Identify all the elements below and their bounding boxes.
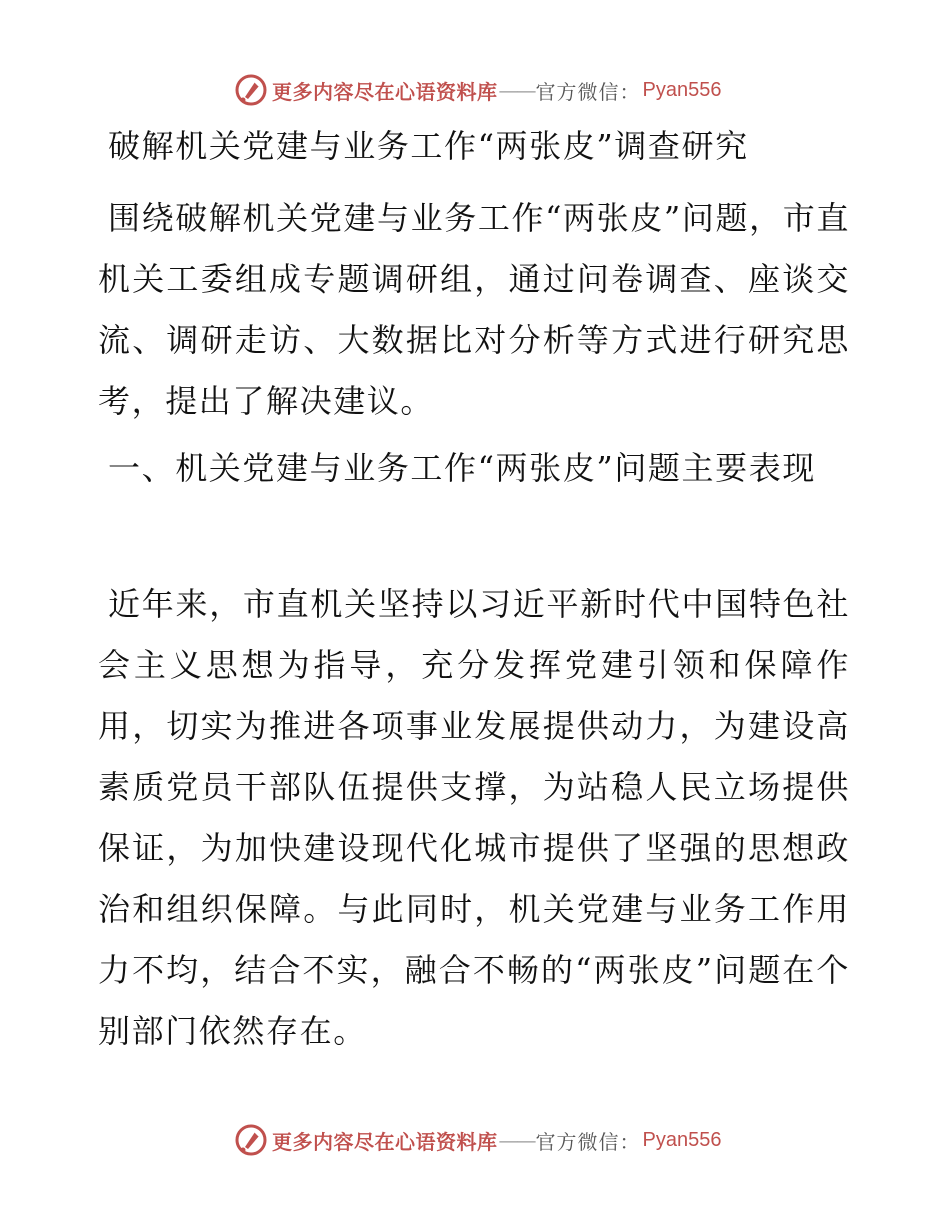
pen-nib-logo-icon xyxy=(234,73,268,107)
watermark-official-label: 官方微信： xyxy=(535,79,641,104)
section-heading: 一、机关党建与业务工作“两张皮”问题主要表现 xyxy=(108,449,816,487)
header-watermark xyxy=(234,72,721,108)
watermark-dash: —— xyxy=(498,78,535,102)
intro-paragraph: 围绕破解机关党建与业务工作“两张皮”问题，市直机关工委组成专题调研组，通过问卷调查、座谈交流、调研走访、大数据比对分析等方式进行研究思考，提出了解决建议。 xyxy=(98,199,850,420)
pen-nib-logo-icon xyxy=(234,1123,268,1157)
watermark-text: 更多内容尽在心语资料库 xyxy=(272,79,498,104)
watermark-wechat-id: Pyan556 xyxy=(642,78,722,101)
document-title: 破解机关党建与业务工作“两张皮”调查研究 xyxy=(108,127,749,165)
section-paragraph: 近年来，市直机关坚持以习近平新时代中国特色社会主义思想为指导，充分发挥党建引领和保障作用，切实为推进各项事业发展提供动力，为建设高素质党员干部队伍提供支撑，为站稳人民立场提供保证，为加快建设现代化城市提供了坚强的思想政治和组织保障。与此同时，机关党建与业务工作用力不均，结合不实，融合不畅的“两张皮”问题在个别部门依然存在。 xyxy=(98,585,850,1050)
watermark-text: 更多内容尽在心语资料库 xyxy=(272,1129,498,1154)
watermark-dash: —— xyxy=(498,1128,535,1152)
watermark-official-label: 官方微信： xyxy=(535,1129,641,1154)
watermark-wechat-id: Pyan556 xyxy=(642,1128,722,1151)
footer-watermark xyxy=(234,1122,721,1158)
